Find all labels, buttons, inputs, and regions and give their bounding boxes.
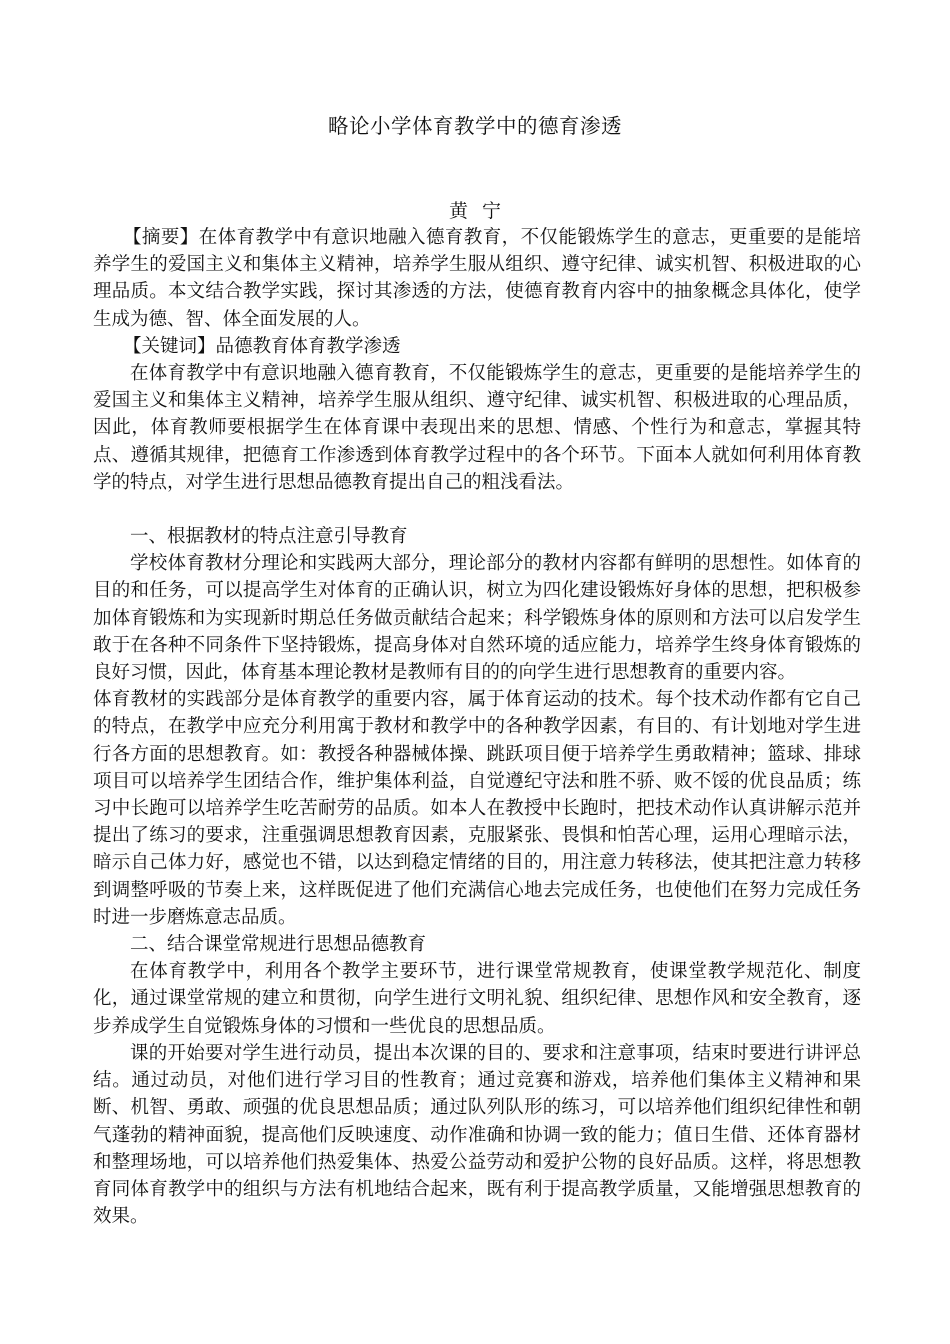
intro-paragraph: 在体育教学中有意识地融入德育教育，不仅能锻炼学生的意志，更重要的是能培养学生的爱国主义和集体主义精神，培养学生服从组织、遵守纪律、诚实机智、积极进取的心理品质，因此，体育教师要根据学生在体育课中表现出来的思想、情感、个性行为和意志，掌握其特点、遵循其规律，把德育工作渗透到体育教学过程中的各个环节。下面本人就如何利用体育教学的特点，对学生进行思想品德教育提出自己的粗浅看法。 xyxy=(93,363,861,493)
body-paragraph: 课的开始要对学生进行动员，提出本次课的目的、要求和注意事项，结束时要进行讲评总结。通过动员，对他们进行学习目的性教育；通过竞赛和游戏，培养他们集体主义精神和果断、机智、勇敢、顽强的优良思想品质；通过队列队形的练习，可以培养他们组织纪律性和朝气蓬勃的精神面貌，提高他们反映速度、动作准确和协调一致的能力；值日生借、还体育器材和整理场地，可以培养他们热爱集体、热爱公益劳动和爱护公物的良好品质。这样，将思想教育同体育教学中的组织与方法有机地结合起来，既有利于提高教学质量，又能增强思想教育的效果。 xyxy=(93,1042,861,1228)
document-title: 略论小学体育教学中的德育渗透 xyxy=(328,114,622,138)
body-paragraph: 在体育教学中，利用各个教学主要环节，进行课堂常规教育，使课堂教学规范化、制度化，通过课堂常规的建立和贯彻，向学生进行文明礼貌、组织纪律、思想作风和安全教育，逐步养成学生自觉锻炼身体的习惯和一些优良的思想品质。 xyxy=(93,961,861,1037)
body-paragraph: 体育教材的实践部分是体育教学的重要内容，属于体育运动的技术。每个技术动作都有它自己的特点，在教学中应充分利用寓于教材和教学中的各种教学因素，有目的、有计划地对学生进行各方面的思想教育。如：教授各种器械体操、跳跃项目便于培养学生勇敢精神；篮球、排球项目可以培养学生团结合作，维护集体利益，自觉遵纪守法和胜不骄、败不馁的优良品质；练习中长跑可以培养学生吃苦耐劳的品质。如本人在教授中长跑时，把技术动作认真讲解示范并提出了练习的要求，注重强调思想教育因素，克服紧张、畏惧和怕苦心理，运用心理暗示法，暗示自己体力好，感觉也不错，以达到稳定情绪的目的，用注意力转移法，使其把注意力转移到调整呼吸的节奏上来，这样既促进了他们充满信心地去完成任务，也使他们在努力完成任务时进一步磨炼意志品质。 xyxy=(93,689,861,928)
paragraph-spacer xyxy=(93,496,861,523)
keywords-line: 【关键词】品德教育体育教学渗透 xyxy=(123,335,401,357)
abstract-paragraph: 【摘要】在体育教学中有意识地融入德育教育，不仅能锻炼学生的意志，更重要的是能培养学生的爱国主义和集体主义精神，培养学生服从组织、遵守纪律、诚实机智、积极进取的心理品质。本文结合教学实践，探讨其渗透的方法，使德育教育内容中的抽象概念具体化，使学生成为德、智、体全面发展的人。 xyxy=(93,227,861,330)
section-heading-1: 一、根据教材的特点注意引导教育 xyxy=(130,526,408,548)
author-name: 黄宁 xyxy=(448,200,515,222)
body-paragraph: 学校体育教材分理论和实践两大部分，理论部分的教材内容都有鲜明的思想性。如体育的目的和任务，可以提高学生对体育的正确认识，树立为四化建设锻炼好身体的思想，把积极参加体育锻炼和为实现新时期总任务做贡献结合起来；科学锻炼身体的原则和方法可以启发学生敢于在各种不同条件下坚持锻炼，提高身体对自然环境的适应能力，培养学生终身体育锻炼的良好习惯，因此，体育基本理论教材是教师有目的的向学生进行思想教育的重要内容。 xyxy=(93,553,861,684)
document-body xyxy=(93,224,861,1230)
section-heading-2: 二、结合课堂常规进行思想品德教育 xyxy=(130,934,427,956)
